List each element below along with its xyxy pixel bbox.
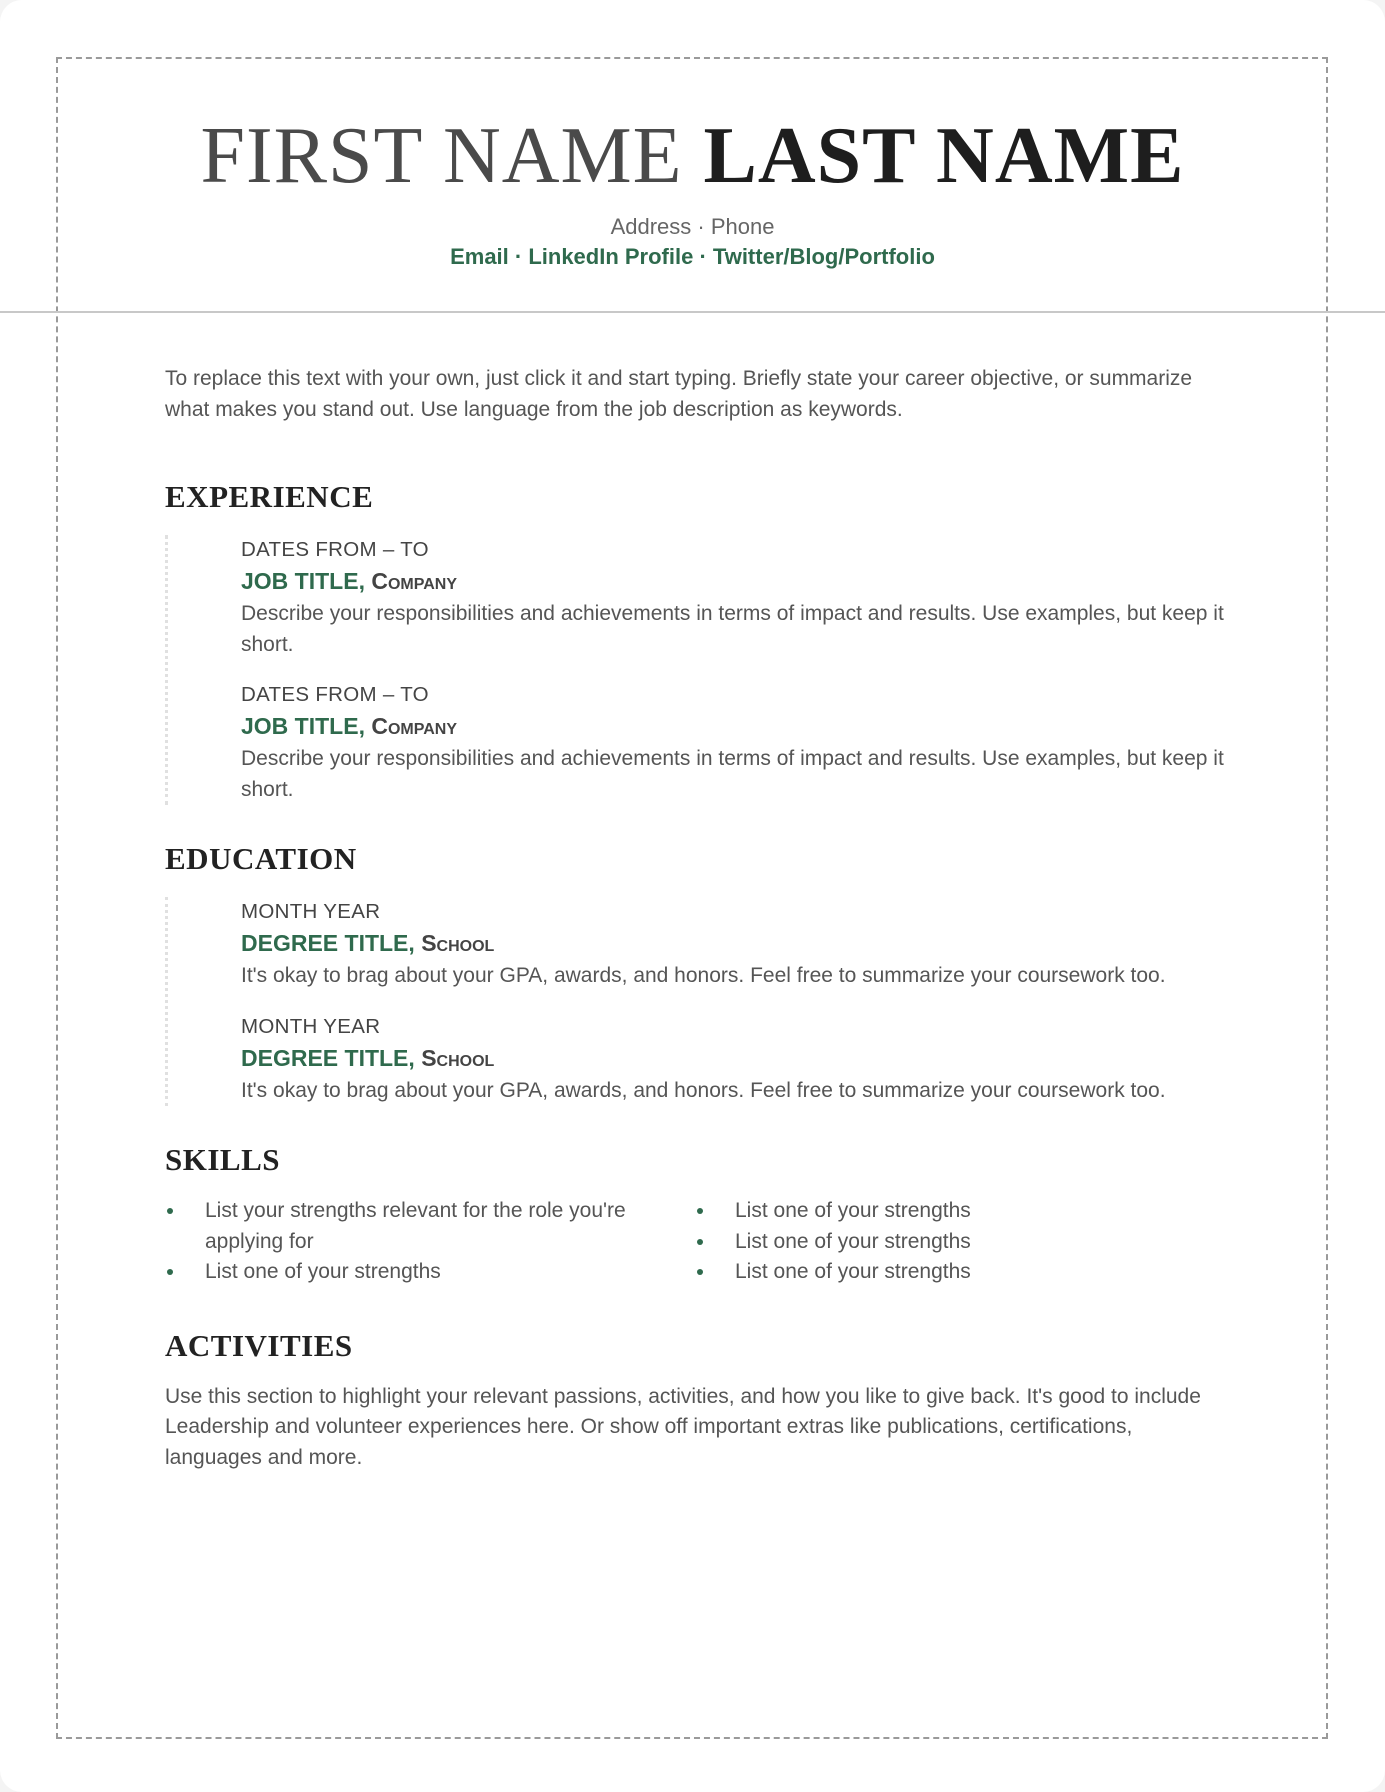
job-title[interactable]: JOB TITLE xyxy=(241,568,359,594)
entry-title-line[interactable] xyxy=(241,1042,1235,1074)
entry-dates[interactable]: MONTH YEAR xyxy=(241,1014,381,1038)
skill-text[interactable]: List one of your strengths xyxy=(735,1199,971,1222)
skill-item[interactable] xyxy=(165,1257,695,1288)
skill-item[interactable] xyxy=(695,1196,1175,1227)
title-separator: , xyxy=(408,930,415,956)
activities-heading[interactable]: ACTIVITIES xyxy=(165,1327,353,1363)
school-name[interactable]: School xyxy=(421,930,495,956)
entry-title-line[interactable] xyxy=(241,565,1235,597)
title-separator: , xyxy=(358,713,365,739)
education-entry xyxy=(241,897,1235,992)
last-name[interactable]: LAST NAME xyxy=(703,112,1185,200)
education-entries xyxy=(165,897,1235,1106)
entry-title-line[interactable] xyxy=(241,927,1235,959)
objective-text[interactable]: To replace this text with your own, just click it and start typing. Briefly state your career objective, or summarize what makes you stand out. Use language from the job description as keywords. xyxy=(165,367,1193,421)
skills-column-right xyxy=(695,1196,1175,1288)
header-divider xyxy=(0,311,1385,313)
skill-text[interactable]: List one of your strengths xyxy=(735,1260,971,1283)
first-name[interactable]: FIRST NAME xyxy=(200,112,683,200)
job-title[interactable]: JOB TITLE xyxy=(241,713,359,739)
bullet-icon xyxy=(697,1239,703,1245)
skills-list xyxy=(165,1196,1235,1288)
entry-dates[interactable]: MONTH YEAR xyxy=(241,900,381,923)
skill-item[interactable] xyxy=(695,1227,1175,1258)
bullet-icon xyxy=(697,1269,703,1275)
entry-description[interactable]: Describe your responsibilities and achievements in terms of impact and results. Use examples, but keep it short. xyxy=(241,602,1224,656)
degree-title[interactable]: DEGREE TITLE xyxy=(241,930,409,956)
resume-body xyxy=(165,364,1235,1473)
activities-text[interactable]: Use this section to highlight your relevant passions, activities, and how you like to give back. It's good to include Leadership and volunteer experiences here. Or show off important extras like publications, certifications, languages and more. xyxy=(165,1384,1201,1469)
bullet-icon xyxy=(167,1208,173,1214)
entry-description[interactable]: Describe your responsibilities and achievements in terms of impact and results. Use examples, but keep it short. xyxy=(241,747,1224,801)
experience-entries xyxy=(165,535,1235,805)
skills-column-left xyxy=(165,1196,695,1288)
skill-text[interactable]: List one of your strengths xyxy=(205,1260,441,1283)
skill-item[interactable] xyxy=(695,1257,1175,1288)
skill-item[interactable] xyxy=(165,1196,695,1257)
skill-text[interactable]: List your strengths relevant for the role you're applying for xyxy=(205,1199,626,1253)
entry-description[interactable]: It's okay to brag about your GPA, awards, and honors. Feel free to summarize your coursework too. xyxy=(241,1078,1166,1102)
experience-entry xyxy=(241,680,1235,805)
entry-description[interactable]: It's okay to brag about your GPA, awards, and honors. Feel free to summarize your coursework too. xyxy=(241,964,1166,987)
school-name[interactable]: School xyxy=(421,1044,495,1071)
degree-title[interactable]: DEGREE TITLE xyxy=(241,1044,409,1071)
title-separator: , xyxy=(408,1044,415,1071)
education-heading[interactable]: EDUCATION xyxy=(165,841,357,876)
entry-dates[interactable]: DATES FROM – TO xyxy=(241,538,429,561)
resume-header xyxy=(0,108,1385,272)
name-line[interactable] xyxy=(0,108,1385,204)
contact-links[interactable]: Email · LinkedIn Profile · Twitter/Blog/Portfolio xyxy=(450,244,935,269)
company-name[interactable]: Company xyxy=(371,568,457,594)
entry-title-line[interactable] xyxy=(241,710,1235,742)
title-separator: , xyxy=(358,568,365,594)
education-entry xyxy=(241,1012,1235,1107)
address-phone[interactable]: Address · Phone xyxy=(610,214,775,239)
bullet-icon xyxy=(697,1208,703,1214)
bullet-icon xyxy=(167,1269,173,1275)
skills-heading[interactable]: SKILLS xyxy=(165,1142,281,1177)
experience-entry xyxy=(241,535,1235,660)
entry-dates[interactable]: DATES FROM – TO xyxy=(241,683,429,706)
experience-heading[interactable]: EXPERIENCE xyxy=(165,479,374,514)
company-name[interactable]: Company xyxy=(371,713,457,739)
skill-text[interactable]: List one of your strengths xyxy=(735,1229,971,1253)
